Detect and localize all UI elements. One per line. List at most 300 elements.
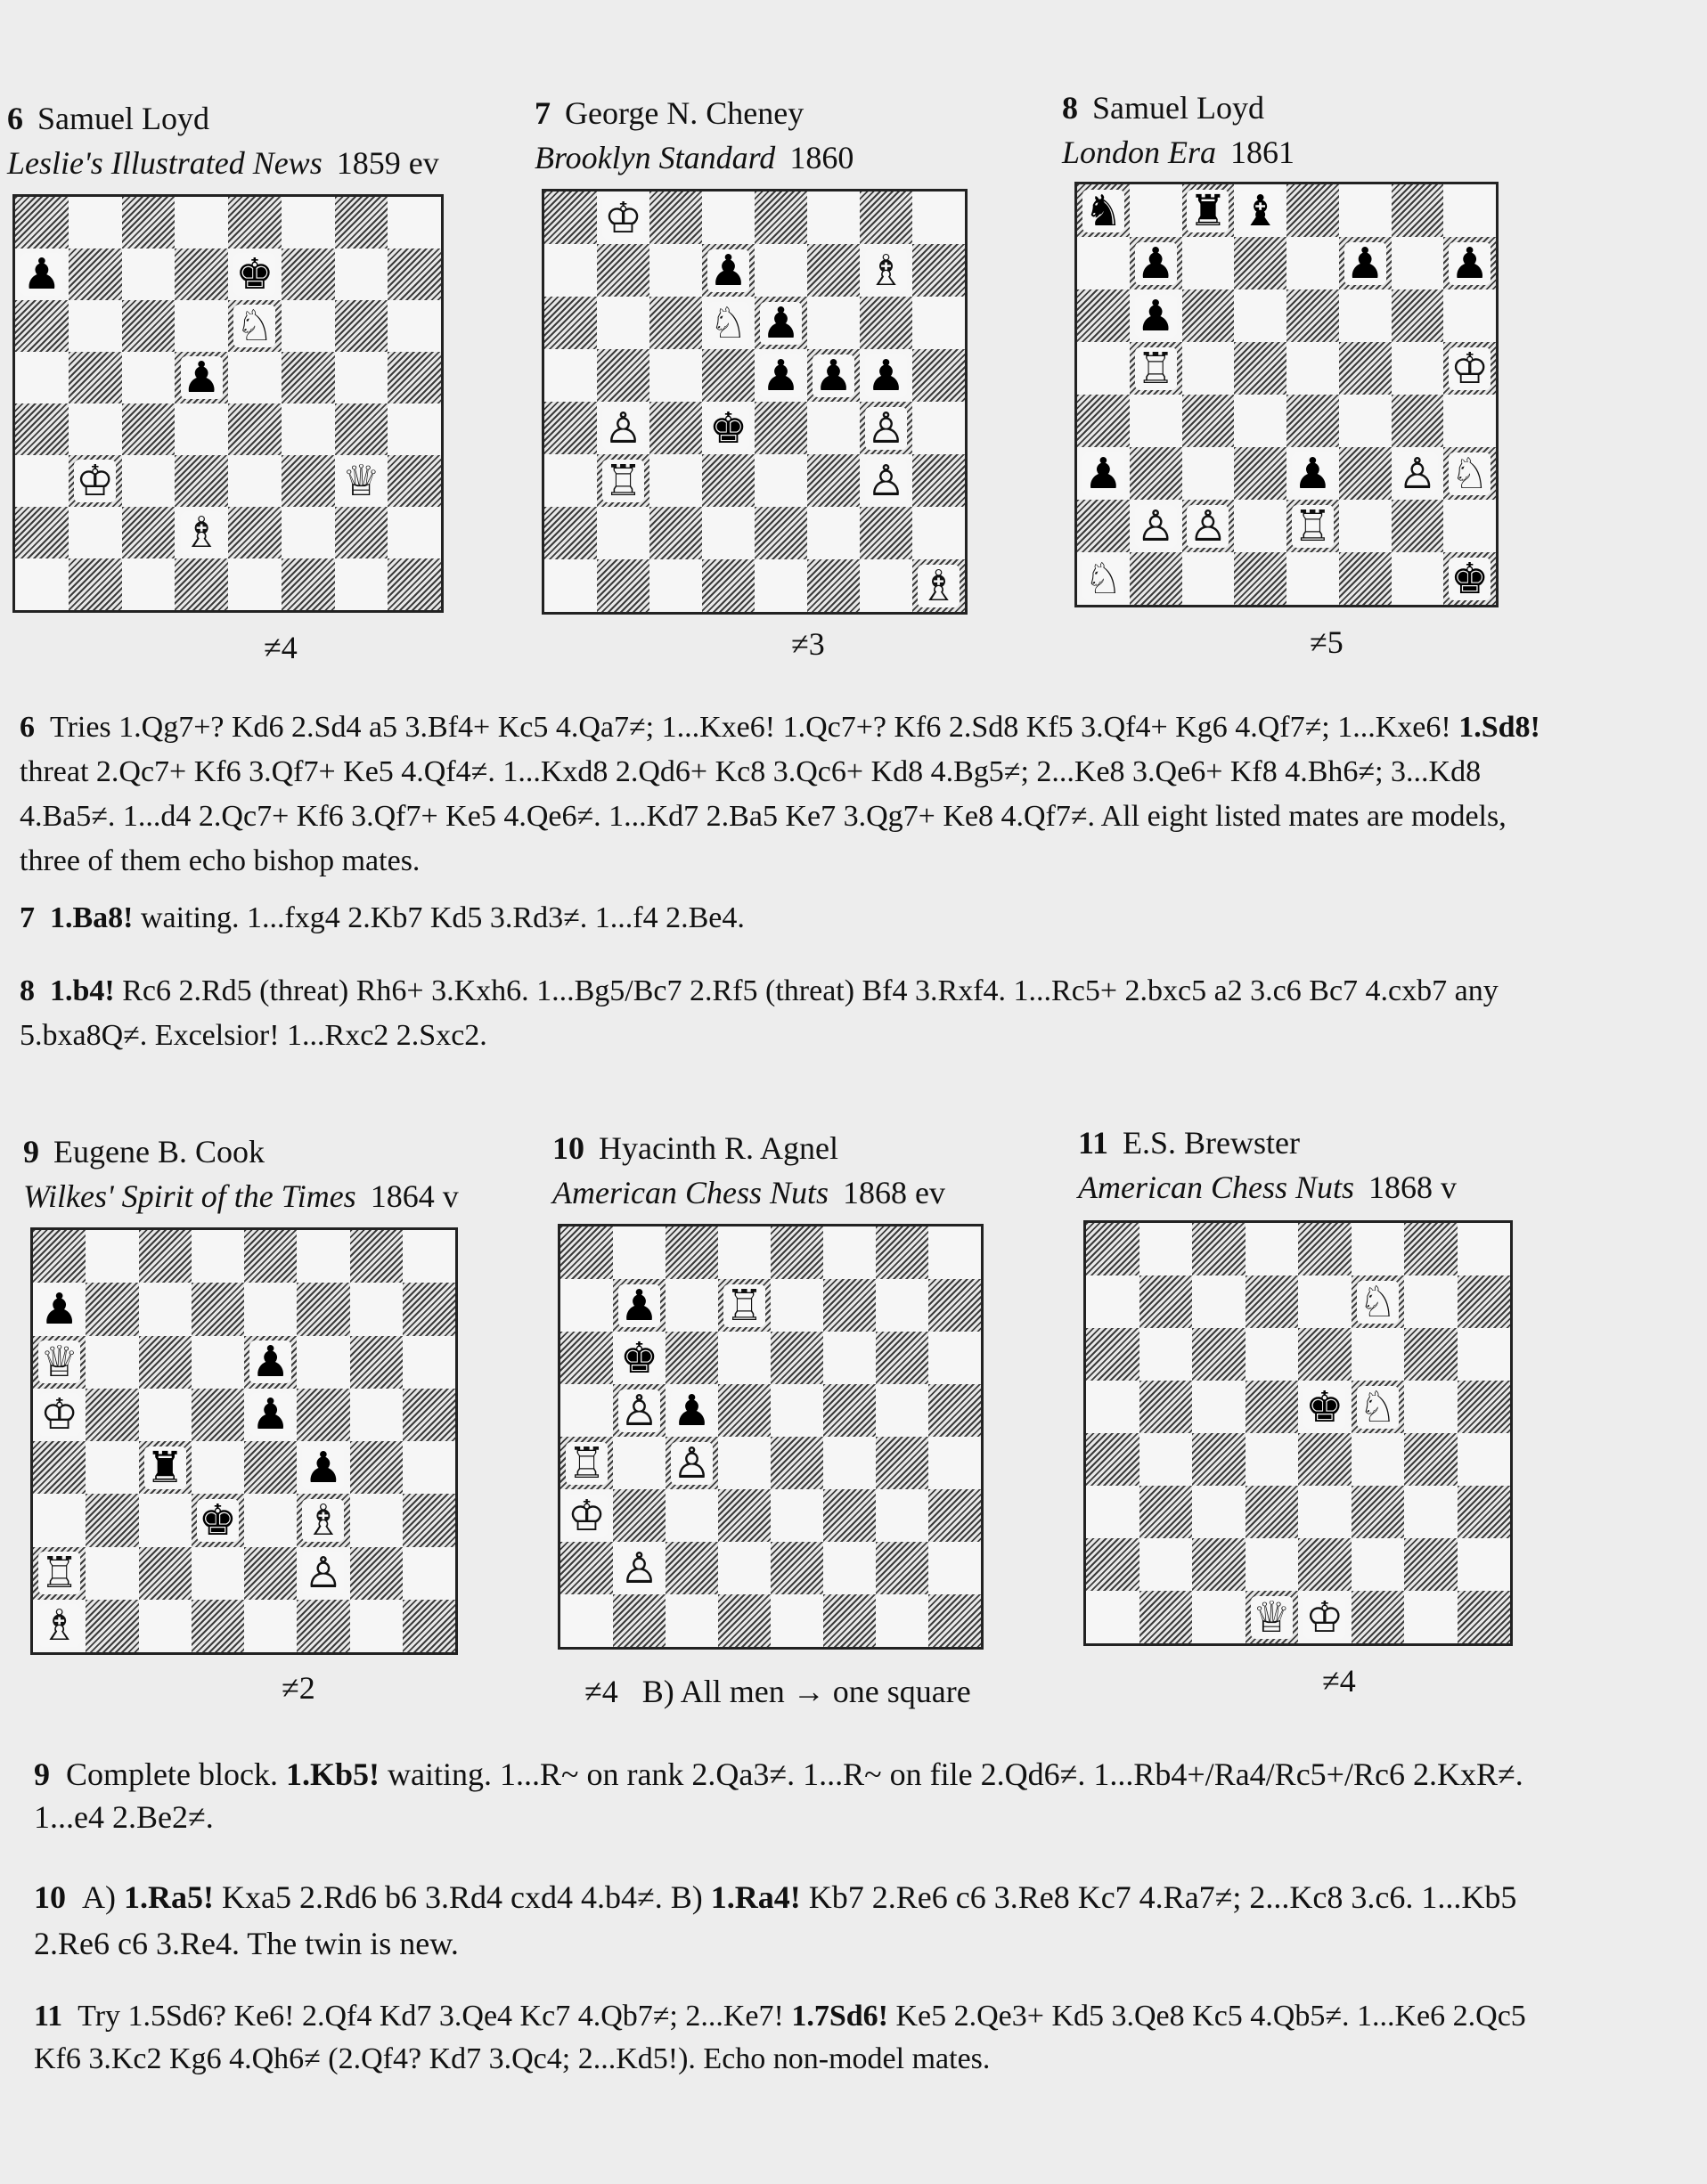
- square-e5: [244, 1389, 297, 1441]
- square-a3: [560, 1489, 613, 1542]
- square-d3: [1246, 1486, 1299, 1538]
- solution-number: 7: [20, 901, 35, 934]
- white-knight-icon: ♘: [708, 297, 748, 348]
- square-g7: [876, 1279, 928, 1332]
- square-c6: [1182, 289, 1235, 342]
- square-c4: [666, 1437, 718, 1489]
- square-h5: [912, 349, 965, 402]
- square-e7: [1298, 1275, 1352, 1328]
- square-g6: [1392, 289, 1444, 342]
- black-pawn-icon: ♟: [619, 1280, 659, 1331]
- black-pawn-icon: ♟: [40, 1284, 79, 1334]
- square-b5: [1130, 342, 1182, 395]
- key-move: 1.7Sd6!: [791, 2000, 888, 2033]
- square-c6: [122, 300, 176, 352]
- square-h8: [928, 1226, 981, 1279]
- square-h6: [1458, 1328, 1511, 1381]
- square-f4: [823, 1437, 876, 1489]
- square-h3: [912, 454, 965, 507]
- square-d5: [175, 352, 228, 403]
- square-c8: [1192, 1223, 1246, 1275]
- square-b1: [613, 1594, 666, 1647]
- square-a8: [15, 197, 69, 249]
- source: Wilkes' Spirit of the Times: [23, 1178, 356, 1214]
- square-f6: [282, 300, 335, 352]
- stipulation-11: ≠4: [1322, 1663, 1356, 1699]
- square-a7: [15, 249, 69, 300]
- black-pawn-icon: ♟: [1136, 238, 1175, 289]
- square-b4: [69, 403, 122, 455]
- square-h3: [388, 455, 441, 507]
- white-rook-icon: ♖: [1136, 343, 1175, 394]
- black-king-icon: ♚: [235, 249, 274, 299]
- square-c1: [1192, 1591, 1246, 1643]
- square-a7: [544, 244, 597, 297]
- square-f7: [1352, 1275, 1405, 1328]
- square-a2: [1077, 500, 1130, 552]
- square-b3: [69, 455, 122, 507]
- square-g6: [876, 1332, 928, 1384]
- solution-number: 6: [20, 711, 35, 744]
- square-e2: [228, 507, 282, 558]
- solution-11: [34, 1995, 1548, 2081]
- square-c8: [122, 197, 176, 249]
- square-c5: [666, 1384, 718, 1437]
- stipulation-8: ≠5: [1310, 624, 1344, 660]
- square-f2: [1352, 1538, 1405, 1591]
- square-a1: [33, 1600, 86, 1652]
- square-g8: [335, 197, 388, 249]
- square-f2: [807, 507, 860, 559]
- stipulation-10: [584, 1673, 971, 1710]
- square-h2: [403, 1547, 455, 1600]
- square-c3: [649, 454, 702, 507]
- white-pawn-icon: ♙: [1398, 448, 1437, 499]
- black-pawn-icon: ♟: [1345, 238, 1384, 289]
- white-pawn-icon: ♙: [866, 455, 906, 506]
- square-d5: [192, 1389, 244, 1441]
- square-d6: [192, 1336, 244, 1389]
- square-b4: [86, 1441, 138, 1494]
- white-knight-icon: ♘: [1358, 1276, 1397, 1327]
- square-d7: [192, 1283, 244, 1335]
- black-pawn-icon: ♟: [672, 1385, 712, 1436]
- problem-number: 6: [7, 101, 23, 136]
- square-g1: [876, 1594, 928, 1647]
- square-d4: [192, 1441, 244, 1494]
- square-f6: [1352, 1328, 1405, 1381]
- square-d5: [1234, 342, 1286, 395]
- square-c7: [139, 1283, 192, 1335]
- square-c1: [139, 1600, 192, 1652]
- square-f5: [1339, 342, 1392, 395]
- square-d4: [1234, 395, 1286, 447]
- square-b8: [597, 192, 649, 244]
- square-c6: [666, 1332, 718, 1384]
- square-d1: [718, 1594, 771, 1647]
- square-g3: [335, 455, 388, 507]
- square-d6: [175, 300, 228, 352]
- square-b5: [597, 349, 649, 402]
- square-g7: [335, 249, 388, 300]
- square-e6: [228, 300, 282, 352]
- square-b5: [86, 1389, 138, 1441]
- square-a5: [1086, 1381, 1139, 1433]
- stipulation-6: ≠4: [264, 630, 298, 665]
- square-d7: [718, 1279, 771, 1332]
- solution-text: A): [82, 1879, 124, 1915]
- solution-text: Kb7 2.Re6 c6 3.Re8 Kc7 4.Ra7≠; 2...Kc8 3.c6. 1...Kb5 2.Re6 c6 3.Re4. The twin is new.: [34, 1879, 1517, 1961]
- square-c7: [1182, 237, 1235, 289]
- square-e4: [1286, 395, 1339, 447]
- black-pawn-icon: ♟: [761, 297, 801, 348]
- solution-text: waiting. 1...fxg4 2.Kb7 Kd5 3.Rd3≠. 1...f4 2.Be4.: [133, 901, 745, 934]
- square-g4: [876, 1437, 928, 1489]
- square-a3: [1086, 1486, 1139, 1538]
- square-f1: [807, 559, 860, 612]
- square-f6: [807, 297, 860, 349]
- square-b3: [1130, 447, 1182, 500]
- square-a4: [1086, 1433, 1139, 1486]
- square-b6: [86, 1336, 138, 1389]
- square-g5: [1392, 342, 1444, 395]
- square-f1: [1339, 552, 1392, 605]
- square-b7: [1139, 1275, 1193, 1328]
- square-e2: [755, 507, 807, 559]
- square-e7: [228, 249, 282, 300]
- square-a6: [544, 297, 597, 349]
- square-f4: [1352, 1433, 1405, 1486]
- black-pawn-icon: ♟: [708, 245, 748, 296]
- square-a1: [544, 559, 597, 612]
- square-h8: [912, 192, 965, 244]
- square-e8: [771, 1226, 823, 1279]
- square-e1: [1298, 1591, 1352, 1643]
- problem-10-header: [552, 1126, 945, 1215]
- black-pawn-icon: ♟: [304, 1442, 343, 1493]
- white-bishop-icon: ♗: [304, 1495, 343, 1545]
- square-b6: [69, 300, 122, 352]
- square-b2: [597, 507, 649, 559]
- square-c1: [666, 1594, 718, 1647]
- square-h3: [928, 1489, 981, 1542]
- square-c3: [122, 455, 176, 507]
- square-f2: [823, 1542, 876, 1594]
- solution-text: Kxa5 2.Rd6 b6 3.Rd4 cxd4 4.b4≠. B): [214, 1879, 711, 1915]
- square-h1: [1443, 552, 1496, 605]
- chess-board-7: [542, 189, 968, 615]
- square-f2: [297, 1547, 349, 1600]
- year: 1864 v: [370, 1178, 459, 1214]
- square-h3: [1458, 1486, 1511, 1538]
- square-h5: [1458, 1381, 1511, 1433]
- square-a8: [560, 1226, 613, 1279]
- black-pawn-icon: ♟: [761, 350, 801, 401]
- square-h6: [912, 297, 965, 349]
- square-d5: [702, 349, 755, 402]
- stipulation-text: ≠4: [584, 1674, 618, 1709]
- square-g6: [1404, 1328, 1458, 1381]
- square-d1: [192, 1600, 244, 1652]
- white-pawn-icon: ♙: [619, 1543, 659, 1593]
- square-g5: [1404, 1381, 1458, 1433]
- problem-7-header: [535, 91, 854, 180]
- square-g7: [350, 1283, 403, 1335]
- white-queen-icon: ♕: [1252, 1592, 1291, 1642]
- square-a8: [33, 1230, 86, 1283]
- white-rook-icon: ♖: [567, 1438, 607, 1488]
- square-a7: [1086, 1275, 1139, 1328]
- square-f7: [807, 244, 860, 297]
- square-e2: [1286, 500, 1339, 552]
- chess-board-8: [1074, 182, 1499, 607]
- square-b1: [69, 558, 122, 610]
- black-knight-icon: ♞: [1083, 185, 1123, 236]
- solution-text: Ke5 2.Qe3+ Kd5 3.Qe8 Kc5 4.Qb5≠. 1...Ke6 2.Qc5 Kf6 3.Kc2 Kg6 4.Qh6≠ (2.Qf4? Kd7 3.Qc4; 2...Kd5!). Echo non-model mates.: [34, 2000, 1526, 2075]
- square-c2: [1182, 500, 1235, 552]
- square-f8: [1339, 184, 1392, 237]
- white-king-icon: ♔: [1305, 1592, 1344, 1642]
- square-h3: [1443, 447, 1496, 500]
- square-h5: [403, 1389, 455, 1441]
- square-g2: [335, 507, 388, 558]
- square-g4: [1404, 1433, 1458, 1486]
- square-d2: [175, 507, 228, 558]
- key-move: 1.Ba8!: [50, 901, 134, 934]
- square-f7: [282, 249, 335, 300]
- square-e4: [244, 1441, 297, 1494]
- square-a5: [1077, 342, 1130, 395]
- square-a5: [33, 1389, 86, 1441]
- square-f6: [297, 1336, 349, 1389]
- square-g4: [335, 403, 388, 455]
- square-b6: [1139, 1328, 1193, 1381]
- solution-number: 8: [20, 974, 35, 1007]
- square-g8: [1404, 1223, 1458, 1275]
- square-d8: [1246, 1223, 1299, 1275]
- solution-number: 10: [34, 1879, 66, 1915]
- square-f3: [823, 1489, 876, 1542]
- square-d1: [175, 558, 228, 610]
- black-pawn-icon: ♟: [1293, 448, 1332, 499]
- square-h1: [1458, 1591, 1511, 1643]
- square-c4: [649, 402, 702, 454]
- square-d6: [1246, 1328, 1299, 1381]
- square-e1: [771, 1594, 823, 1647]
- square-e5: [228, 352, 282, 403]
- square-c3: [666, 1489, 718, 1542]
- square-b2: [1130, 500, 1182, 552]
- square-c7: [649, 244, 702, 297]
- black-pawn-icon: ♟: [1450, 238, 1490, 289]
- square-c8: [666, 1226, 718, 1279]
- square-g1: [1404, 1591, 1458, 1643]
- square-a5: [560, 1384, 613, 1437]
- solution-10: [34, 1874, 1548, 1967]
- square-e8: [228, 197, 282, 249]
- black-bishop-icon: ♝: [1241, 185, 1280, 236]
- white-pawn-icon: ♙: [866, 403, 906, 453]
- square-h5: [928, 1384, 981, 1437]
- square-a7: [1077, 237, 1130, 289]
- square-d7: [175, 249, 228, 300]
- source: Leslie's Illustrated News: [7, 145, 323, 181]
- square-c5: [1182, 342, 1235, 395]
- square-f6: [1339, 289, 1392, 342]
- square-h7: [388, 249, 441, 300]
- square-e3: [1286, 447, 1339, 500]
- square-e4: [228, 403, 282, 455]
- square-c6: [139, 1336, 192, 1389]
- square-c4: [1192, 1433, 1246, 1486]
- square-f6: [823, 1332, 876, 1384]
- square-c5: [649, 349, 702, 402]
- key-move: 1.Ra4!: [710, 1879, 801, 1915]
- square-f5: [823, 1384, 876, 1437]
- square-g1: [350, 1600, 403, 1652]
- black-king-icon: ♚: [619, 1332, 659, 1383]
- square-g7: [1404, 1275, 1458, 1328]
- square-a1: [1077, 552, 1130, 605]
- square-a2: [560, 1542, 613, 1594]
- square-d3: [175, 455, 228, 507]
- square-a8: [1077, 184, 1130, 237]
- square-g3: [1404, 1486, 1458, 1538]
- square-c3: [139, 1494, 192, 1546]
- square-e8: [1298, 1223, 1352, 1275]
- square-d2: [1234, 500, 1286, 552]
- square-a3: [1077, 447, 1130, 500]
- year: 1868 ev: [843, 1175, 945, 1210]
- solution-text: waiting. 1...R~ on rank 2.Qa3≠. 1...R~ on file 2.Qd6≠. 1...Rb4+/Ra4/Rc5+/Rc6 2.KxR≠. 1...e4 2.Be2≠.: [34, 1756, 1523, 1835]
- square-b2: [69, 507, 122, 558]
- white-knight-icon: ♘: [1450, 448, 1490, 499]
- chess-board-10: [558, 1224, 984, 1650]
- black-pawn-icon: ♟: [22, 249, 61, 299]
- square-b7: [613, 1279, 666, 1332]
- white-pawn-icon: ♙: [603, 403, 643, 453]
- square-e3: [755, 454, 807, 507]
- black-pawn-icon: ♟: [866, 350, 906, 401]
- square-b8: [1130, 184, 1182, 237]
- square-f3: [807, 454, 860, 507]
- white-pawn-icon: ♙: [1188, 501, 1228, 551]
- solution-text: Rc6 2.Rd5 (threat) Rh6+ 3.Kxh6. 1...Bg5/Bc7 2.Rf5 (threat) Bf4 3.Rxf4. 1...Rc5+ 2.bxc5 a2 3.c6 Bc7 4.cxb7 any 5.bxa8Q≠. Excelsior! 1...Rxc2 2.Sxc2.: [20, 974, 1499, 1052]
- white-pawn-icon: ♙: [304, 1548, 343, 1599]
- square-h6: [388, 300, 441, 352]
- source: London Era: [1062, 134, 1217, 170]
- square-a3: [15, 455, 69, 507]
- square-e4: [1298, 1433, 1352, 1486]
- square-b8: [86, 1230, 138, 1283]
- square-e5: [771, 1384, 823, 1437]
- problem-number: 7: [535, 95, 551, 131]
- square-c8: [139, 1230, 192, 1283]
- chess-board-9: [30, 1227, 458, 1655]
- square-c3: [1182, 447, 1235, 500]
- square-e5: [1298, 1381, 1352, 1433]
- square-b5: [1139, 1381, 1193, 1433]
- square-a2: [1086, 1538, 1139, 1591]
- white-bishop-icon: ♗: [866, 245, 906, 296]
- square-c5: [1192, 1381, 1246, 1433]
- square-g7: [1392, 237, 1444, 289]
- black-king-icon: ♚: [1305, 1381, 1344, 1432]
- square-e1: [244, 1600, 297, 1652]
- square-g5: [876, 1384, 928, 1437]
- square-e7: [771, 1279, 823, 1332]
- square-h2: [1458, 1538, 1511, 1591]
- square-a7: [33, 1283, 86, 1335]
- square-g6: [335, 300, 388, 352]
- square-e6: [771, 1332, 823, 1384]
- square-e5: [1286, 342, 1339, 395]
- key-move: 1.Kb5!: [285, 1756, 380, 1792]
- square-f1: [823, 1594, 876, 1647]
- square-d3: [718, 1489, 771, 1542]
- square-g1: [860, 559, 912, 612]
- square-h1: [388, 558, 441, 610]
- square-e8: [1286, 184, 1339, 237]
- chess-board-6: [12, 194, 444, 613]
- square-h8: [1458, 1223, 1511, 1275]
- square-d6: [1234, 289, 1286, 342]
- square-e2: [1298, 1538, 1352, 1591]
- square-f8: [823, 1226, 876, 1279]
- square-h4: [388, 403, 441, 455]
- square-d5: [718, 1384, 771, 1437]
- square-d2: [718, 1542, 771, 1594]
- square-c1: [649, 559, 702, 612]
- square-b4: [1130, 395, 1182, 447]
- author: Samuel Loyd: [37, 101, 209, 136]
- white-king-icon: ♔: [603, 192, 643, 243]
- square-h6: [403, 1336, 455, 1389]
- square-h4: [403, 1441, 455, 1494]
- square-f7: [1339, 237, 1392, 289]
- square-b7: [597, 244, 649, 297]
- solution-9: [34, 1753, 1548, 1838]
- white-pawn-icon: ♙: [672, 1438, 712, 1488]
- key-move: 1.b4!: [50, 974, 115, 1007]
- square-h5: [1443, 342, 1496, 395]
- square-e7: [755, 244, 807, 297]
- square-b8: [69, 197, 122, 249]
- square-a2: [15, 507, 69, 558]
- square-a2: [544, 507, 597, 559]
- square-g3: [350, 1494, 403, 1546]
- square-d2: [1246, 1538, 1299, 1591]
- square-f1: [1352, 1591, 1405, 1643]
- square-a4: [544, 402, 597, 454]
- square-d4: [702, 402, 755, 454]
- solution-7: [20, 896, 1552, 941]
- square-a1: [15, 558, 69, 610]
- square-b1: [86, 1600, 138, 1652]
- square-c8: [1182, 184, 1235, 237]
- white-knight-icon: ♘: [1083, 553, 1123, 604]
- square-f5: [1352, 1381, 1405, 1433]
- square-f3: [1352, 1486, 1405, 1538]
- square-b6: [613, 1332, 666, 1384]
- square-f4: [282, 403, 335, 455]
- square-d3: [192, 1494, 244, 1546]
- square-d7: [702, 244, 755, 297]
- square-h2: [1443, 500, 1496, 552]
- square-a3: [544, 454, 597, 507]
- white-rook-icon: ♖: [603, 455, 643, 506]
- square-h7: [403, 1283, 455, 1335]
